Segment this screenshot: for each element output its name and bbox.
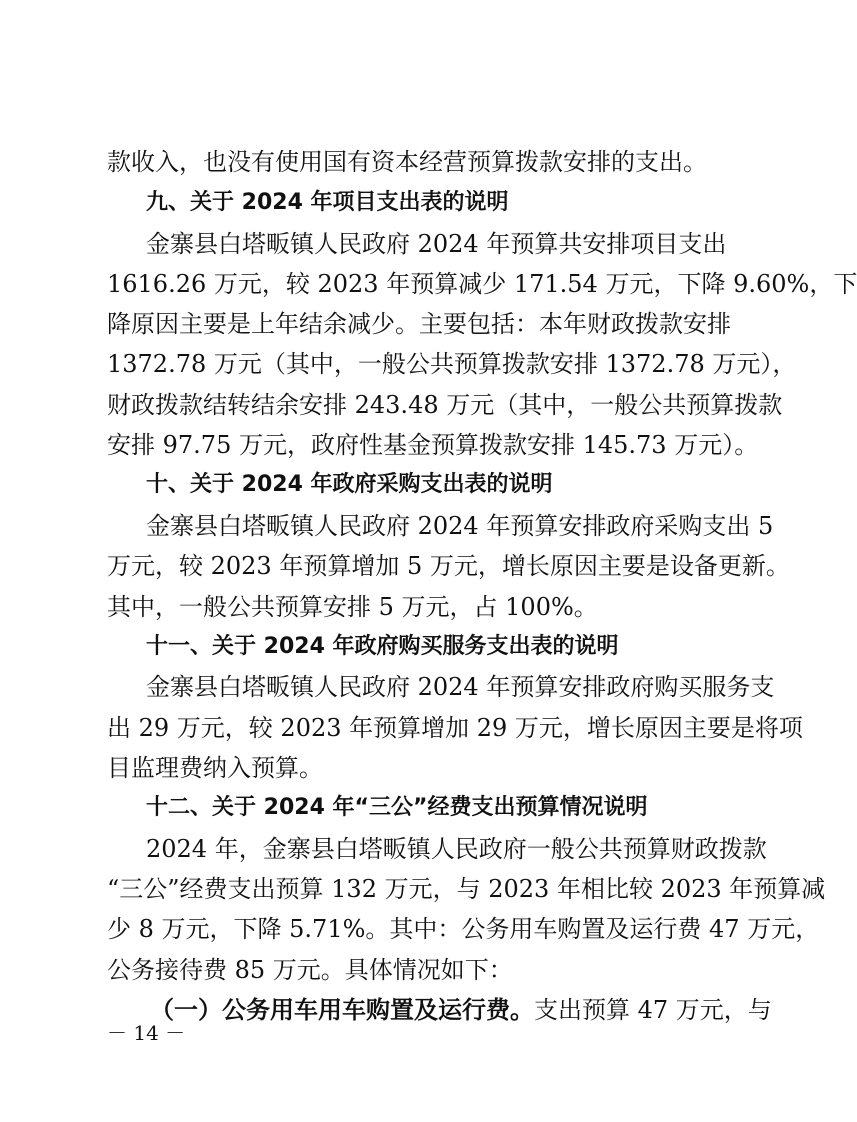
- paragraph-line: 安排 97.75 万元，政府性基金预算拨款安排 145.73 万元）。: [107, 431, 759, 459]
- paragraph-line: 金寨县白塔畈镇人民政府 2024 年预算安排政府购买服务支: [146, 673, 775, 701]
- paragraph-line: 少 8 万元，下降 5.71%。其中：公务用车购置及运行费 47 万元，: [107, 915, 820, 943]
- section-heading-11: 十一、关于 2024 年政府购买服务支出表的说明: [146, 634, 619, 659]
- paragraph-line: 公务接待费 85 万元。具体情况如下：: [107, 956, 513, 984]
- section-heading-10: 十、关于 2024 年政府采购支出表的说明: [146, 472, 553, 497]
- subheading-continuation: 支出预算 47 万元，与: [534, 996, 772, 1024]
- paragraph-line: 款收入，也没有使用国有资本经营预算拨款安排的支出。: [107, 148, 707, 176]
- section-heading-9: 九、关于 2024 年项目支出表的说明: [146, 190, 509, 215]
- paragraph-line: 1616.26 万元，较 2023 年预算减少 171.54 万元，下降 9.60%，下: [107, 270, 857, 298]
- paragraph-line: “三公”经费支出预算 132 万元，与 2023 年相比较 2023 年预算减: [107, 875, 826, 903]
- paragraph-line: 金寨县白塔畈镇人民政府 2024 年预算共安排项目支出: [146, 230, 727, 258]
- paragraph-line: 2024 年，金寨县白塔畈镇人民政府一般公共预算财政拨款: [146, 835, 767, 863]
- paragraph-line: 出 29 万元，较 2023 年预算增加 29 万元，增长原因主要是将项: [107, 714, 803, 742]
- paragraph-line: 降原因主要是上年结余减少。主要包括：本年财政拨款安排: [107, 310, 731, 338]
- paragraph-line: 金寨县白塔畈镇人民政府 2024 年预算安排政府采购支出 5: [146, 512, 774, 540]
- paragraph-line: 其中，一般公共预算安排 5 万元，占 100%。: [107, 593, 598, 621]
- subheading-vehicle-costs: （一）公务用车用车购置及运行费。: [150, 996, 534, 1024]
- paragraph-line: 1372.78 万元（其中，一般公共预算拨款安排 1372.78 万元），: [107, 350, 797, 378]
- paragraph-line-subheading: [150, 995, 772, 1025]
- section-heading-12: 十二、关于 2024 年“三公”经费支出预算情况说明: [146, 795, 648, 820]
- paragraph-line: 万元，较 2023 年预算增加 5 万元，增长原因主要是设备更新。: [107, 552, 790, 580]
- paragraph-line: 财政拨款结转结余安排 243.48 万元（其中，一般公共预算拨款: [107, 391, 783, 419]
- page-number: － 14 －: [107, 1021, 186, 1045]
- paragraph-line: 目监理费纳入预算。: [107, 754, 323, 782]
